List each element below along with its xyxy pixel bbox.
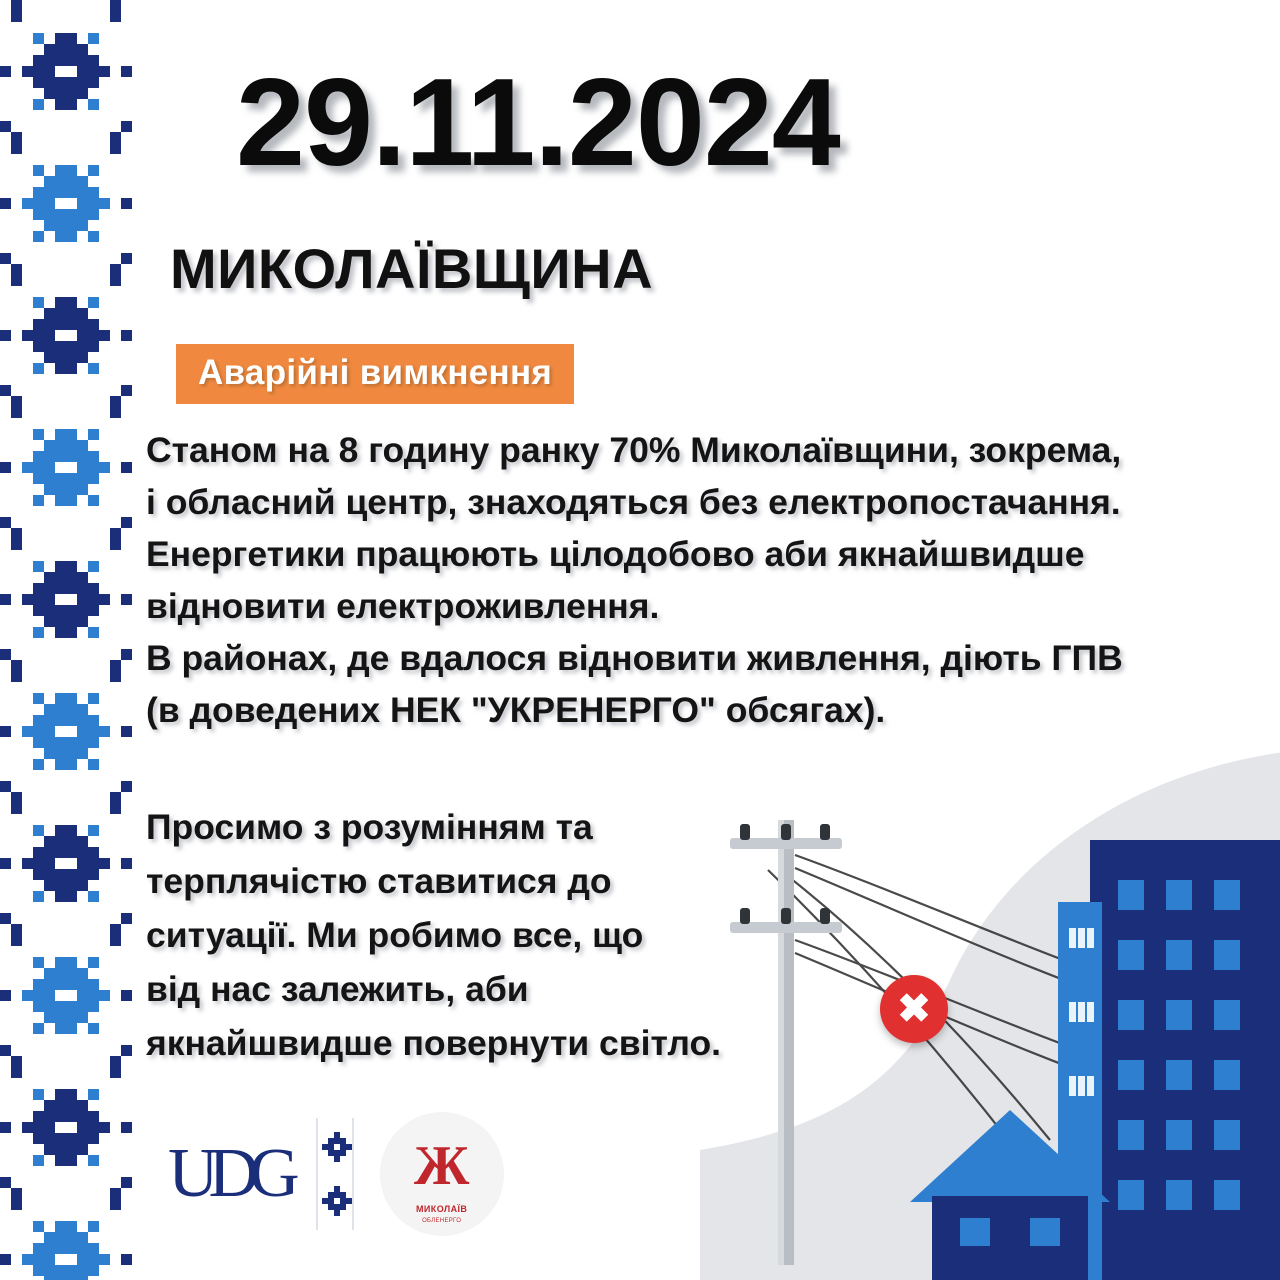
paragraph-line: В районах, де вдалося відновити живлення, діють ГПВ bbox=[146, 638, 1123, 678]
paragraph-line: (в доведених НЕК "УКРЕНЕРГО" обсягах). bbox=[146, 690, 886, 730]
main-paragraph bbox=[146, 424, 1256, 736]
oblenergo-tower-icon: Ж bbox=[413, 1135, 470, 1197]
paragraph-line: терплячістю ставитися до bbox=[146, 861, 612, 901]
paragraph-line: відновити електроживлення. bbox=[146, 586, 660, 626]
poster-date: 29.11.2024 bbox=[236, 54, 840, 192]
secondary-paragraph bbox=[146, 800, 766, 1070]
power-outage-illustration bbox=[720, 810, 1280, 1280]
udg-logo: UDG bbox=[168, 1135, 290, 1212]
region-title: МИКОЛАЇВЩИНА bbox=[170, 237, 654, 300]
oblenergo-logo bbox=[380, 1112, 504, 1236]
paragraph-line: Станом на 8 годину ранку 70% Миколаївщини, зокрема, bbox=[146, 430, 1122, 470]
tall-building bbox=[1090, 840, 1280, 1280]
logo-row bbox=[168, 1112, 504, 1236]
embroidery-ornament-strip bbox=[0, 0, 132, 1280]
paragraph-line: Просимо з розумінням та bbox=[146, 807, 593, 847]
paragraph-line: якнайшвидше повернути світло. bbox=[146, 1023, 722, 1063]
error-icon: ✖ bbox=[880, 975, 948, 1043]
paragraph-line: від нас залежить, аби bbox=[146, 969, 529, 1009]
paragraph-line: ситуації. Ми робимо все, що bbox=[146, 915, 644, 955]
oblenergo-subtitle: ОБЛЕНЕРГО bbox=[422, 1218, 462, 1224]
paragraph-line: і обласний центр, знаходяться без електропостачання. bbox=[146, 482, 1121, 522]
status-badge: Аварійні вимкнення bbox=[176, 344, 574, 404]
rushnyk-logo bbox=[316, 1118, 354, 1230]
paragraph-line: Енергетики працюють цілодобово аби якнайшвидше bbox=[146, 534, 1085, 574]
oblenergo-name: МИКОЛАЇВ bbox=[416, 1204, 468, 1214]
